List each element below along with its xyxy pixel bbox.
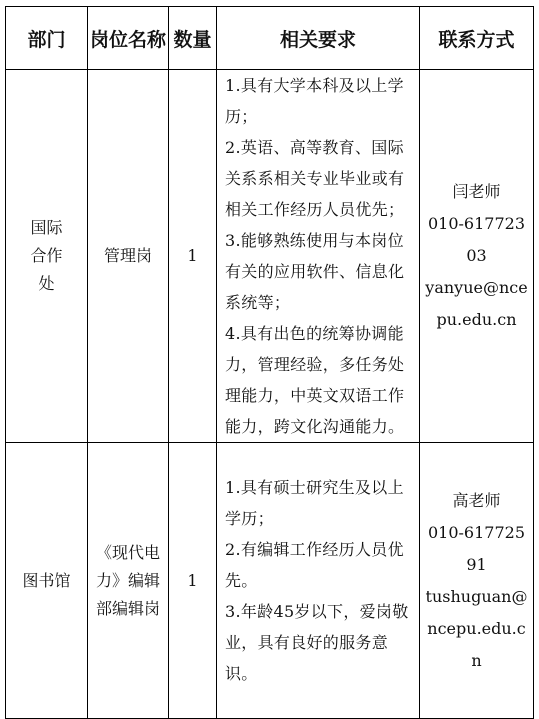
header-requirements: 相关要求	[217, 7, 420, 70]
requirement-item: 3.能够熟练使用与本岗位有关的应用软件、信息化系统等；	[225, 231, 405, 312]
contact-cell	[420, 443, 534, 719]
count-cell: 1	[169, 443, 217, 719]
header-contact: 联系方式	[420, 7, 534, 70]
table-row	[6, 443, 534, 719]
header-post: 岗位名称	[88, 7, 169, 70]
post-name: 《现代电力》编辑部编辑岗	[96, 542, 161, 618]
dept-name: 国际合作处	[30, 218, 63, 293]
requirement-item: 4.具有出色的统筹协调能力，管理经验，多任务处理能力，中英文双语工作能力，跨文化沟通能力。	[225, 324, 405, 436]
post-cell	[88, 443, 169, 719]
contact-phone: 010-61772303	[427, 214, 526, 265]
dept-cell: 图书馆	[6, 443, 88, 719]
contact-email: tushuguan@ncepu.edu.cn	[425, 586, 528, 670]
table-row	[6, 70, 534, 443]
header-row	[6, 7, 534, 70]
dept-cell	[6, 70, 88, 443]
requirement-item: 2.有编辑工作经历人员优先。	[225, 540, 404, 590]
requirement-item: 2.英语、高等教育、国际关系系相关专业毕业或有相关工作经历人员优先；	[225, 138, 405, 219]
contact-email: yanyue@ncepu.edu.cn	[425, 278, 528, 329]
job-posting-table	[5, 6, 534, 719]
requirement-item: 1.具有硕士研究生及以上学历；	[225, 478, 404, 528]
requirement-item: 1.具有大学本科及以上学历；	[225, 76, 404, 126]
header-dept: 部门	[6, 7, 88, 70]
header-count: 数量	[169, 7, 217, 70]
requirements-cell	[217, 70, 420, 443]
contact-phone: 010-61772591	[427, 522, 526, 574]
requirement-item: 3.年龄45岁以下，爱岗敬业，具有良好的服务意识。	[225, 602, 409, 683]
count-cell: 1	[169, 70, 217, 443]
contact-name: 闫老师	[452, 182, 501, 201]
post-cell: 管理岗	[88, 70, 169, 443]
contact-name: 高老师	[452, 490, 501, 510]
requirements-cell	[217, 443, 420, 719]
contact-cell	[420, 70, 534, 443]
